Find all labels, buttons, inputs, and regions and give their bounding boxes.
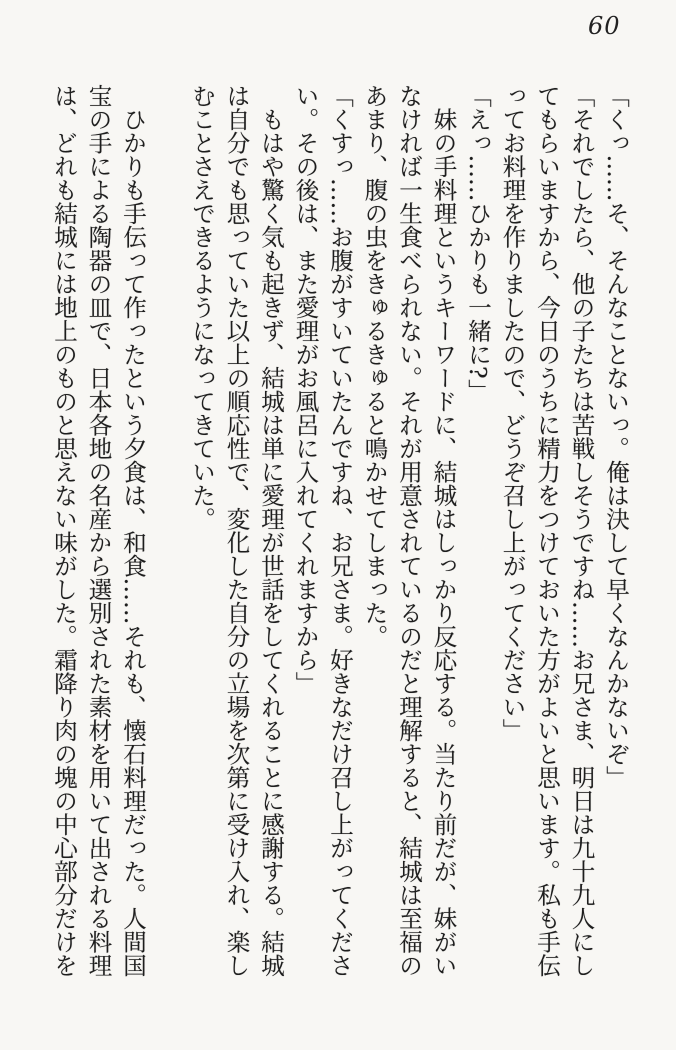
text-line: は自分でも思っていた以上の順応性で、変化した自分の立場を次第に受け入れ、楽し (222, 84, 251, 977)
text-line: てもらいますから、今日のうちに精力をつけておいた方がよいと思います。私も手伝 (533, 84, 561, 977)
text-line: ひかりも手伝って作ったという夕食は、和食……それも、懐石料理だった。人間国 (119, 84, 147, 977)
text-line: 宝の手による陶器の皿で、日本各地の名産から選別された素材を用いて出される料理 (84, 84, 113, 977)
text-line: なければ一生食べられない。それが用意されているのだと理解すると、結城は至福の (395, 84, 423, 977)
text-line: 「くすっ……お腹がすいていたんですね、お兄さま。好きなだけ召し上がってくださ (326, 84, 354, 977)
text-line: 「それでしたら、他の子たちは苦戦しそうですね……お兄さま、明日は九十九人にし (567, 84, 596, 977)
text-line: ってお料理を作りましたので、どうぞ召し上がってください」 (498, 84, 527, 742)
text-line-blank (150, 84, 185, 1032)
text-line: は、どれも結城には地上のものと思えない味がした。霜降り肉の塊の中心部分だけを (50, 84, 78, 977)
text-line: い。その後は、また愛理がお風呂に入れてくれますから」 (291, 84, 320, 695)
text-block (47, 84, 634, 1032)
text-line: もはや驚く気も起きず、結城は単に愛理が世話をしてくれることに感謝する。結城 (257, 84, 285, 977)
text-line: 「くっ……そ、そんなことないっ。俺は決して早くなんかないぞ」 (602, 84, 630, 789)
text-line: あまり、腹の虫をきゅるきゅると鳴かせてしまった。 (360, 84, 389, 648)
text-line: むことさえできるようになってきていた。 (188, 84, 216, 531)
text-line: 妹の手料理というキーワードに、結城はしっかり反応する。当たり前だが、妹がい (429, 84, 458, 977)
page-number: 60 (588, 12, 621, 40)
text-line: 「えっ……ひかりも一緒に?」 (464, 84, 492, 403)
